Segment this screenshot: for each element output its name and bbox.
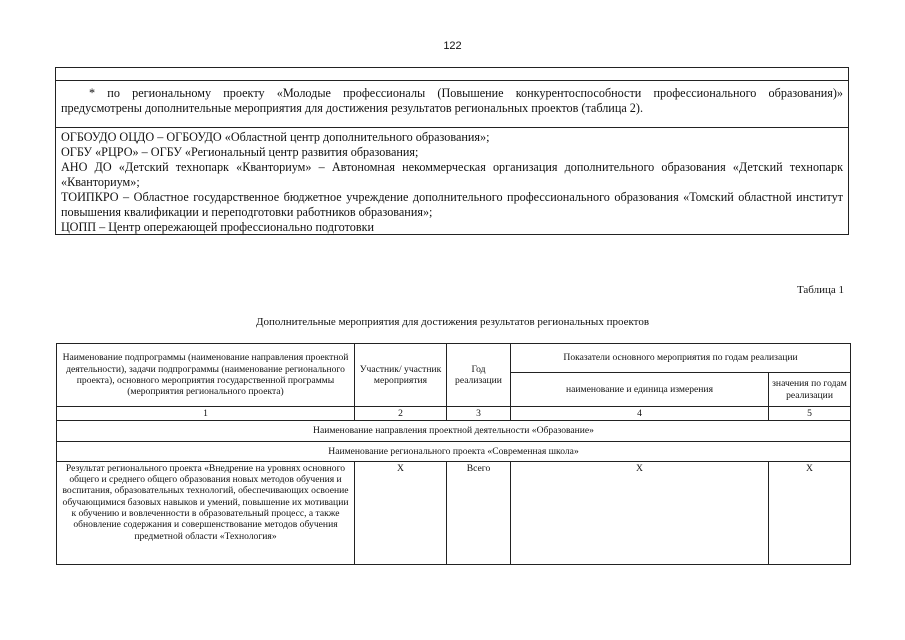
header-cell-indicator-name: наименование и единица измерения: [511, 373, 769, 407]
column-number: 4: [511, 407, 769, 421]
header-cell-name: Наименование подпрограммы (наименование направления проектной деятельности), задачи подпрограммы (наименование регионального проекта), основного мероприятия государственной программы (мероприятия регионального проекта): [57, 344, 355, 407]
abbreviation-item: ОГБОУДО ОЦДО – ОГБОУДО «Областной центр дополнительного образования»;: [61, 130, 490, 144]
section-row: [57, 421, 851, 441]
abbreviation-item: ЦОПП – Центр опережающей профессионально подготовки: [61, 220, 375, 234]
section-row: [57, 441, 851, 461]
column-number: 3: [447, 407, 511, 421]
header-cell-indicators: Показатели основного мероприятия по годам реализации: [511, 344, 851, 373]
notes-divider: [56, 80, 848, 81]
abbreviations-list: [61, 130, 843, 235]
section-direction: Наименование направления проектной деятельности «Образование»: [57, 421, 851, 441]
section-project: Наименование регионального проекта «Современная школа»: [57, 441, 851, 461]
table-row: [57, 461, 851, 564]
column-number: 2: [355, 407, 447, 421]
page-number: 122: [443, 40, 462, 52]
notes-divider: [56, 127, 848, 128]
indicator-name-value: Х: [511, 461, 769, 564]
abbreviation-item: ТОИПКРО – Областное государственное бюджетное учреждение дополнительного профессионального образования «Томский областной институт повышения квалификации и переподготовки работников образования»;: [61, 190, 843, 219]
header-cell-indicator-values: значения по годам реализации: [769, 373, 851, 407]
result-description: Результат регионального проекта «Внедрение на уровнях основного общего и среднего общего образования новых методов обучения и воспитания, образовательных технологий, обеспечивающих освоение обучающимися базовых навыков и умений, повышение их мотивации к обучению и вовлеченности в образовательный процесс, а также обновление содержания и совершенствование методов обучения предметной области «Технология»: [57, 461, 355, 564]
header-cell-participant: Участник/ участник мероприятия: [355, 344, 447, 407]
header-cell-year: Год реализации: [447, 344, 511, 407]
notes-box: [55, 67, 849, 235]
table-caption: Таблица 1: [796, 284, 844, 296]
indicator-values-value: Х: [769, 461, 851, 564]
table-header-row: [57, 344, 851, 373]
participant-value: Х: [355, 461, 447, 564]
column-number: 1: [57, 407, 355, 421]
abbreviation-item: АНО ДО «Детский технопарк «Кванториум» – Автономная некоммерческая организация дополнительного образования «Детский технопарк «Кванториум»;: [61, 160, 843, 189]
abbreviation-item: ОГБУ «РЦРО» – ОГБУ «Региональный центр развития образования;: [61, 145, 419, 159]
table-title: Дополнительные мероприятия для достижения результатов региональных проектов: [255, 316, 650, 328]
column-number: 5: [769, 407, 851, 421]
column-numbers-row: [57, 407, 851, 421]
year-value: Всего: [447, 461, 511, 564]
activities-table: [56, 343, 851, 565]
notes-paragraph: * по региональному проекту «Молодые профессионалы (Повышение конкурентоспособности профессионального образования)» предусмотрены дополнительные мероприятия для достижения результатов региональных проектов (таблица 2).: [61, 86, 843, 115]
